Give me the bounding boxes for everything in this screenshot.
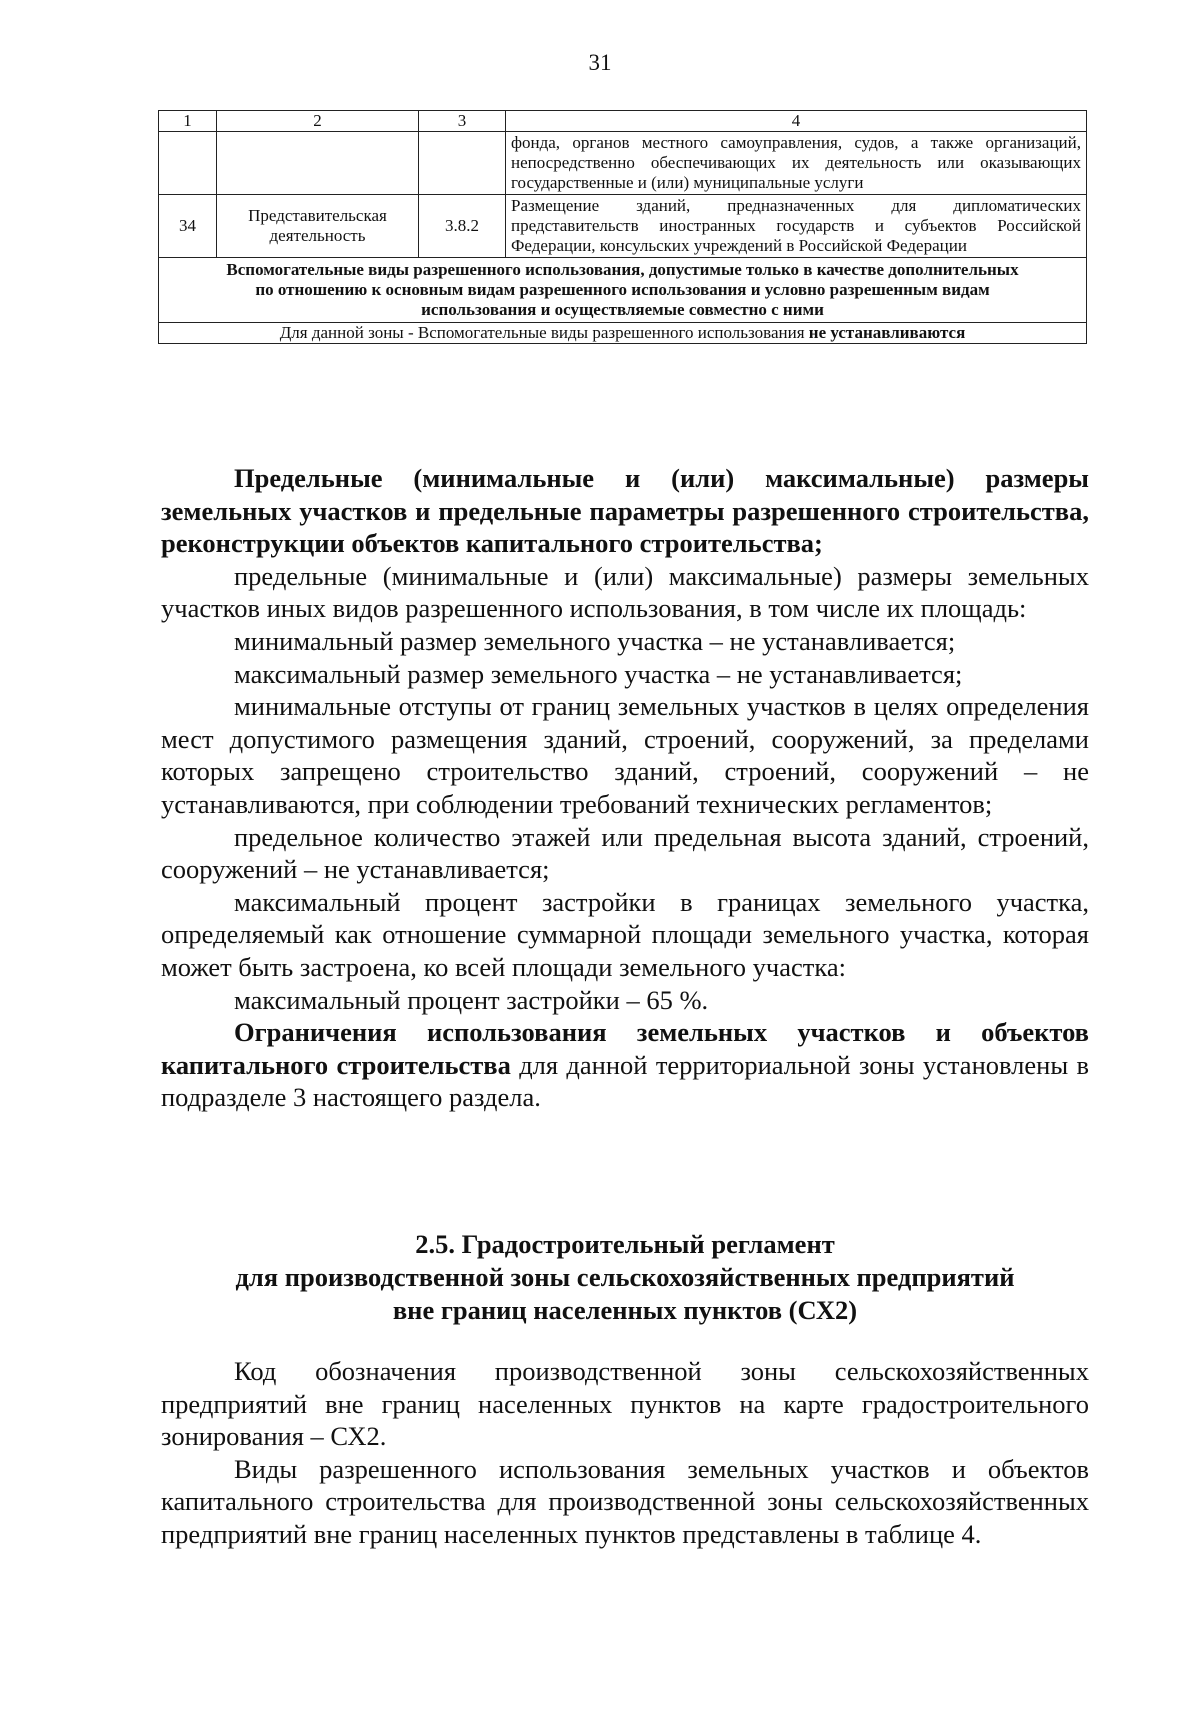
paragraph-zone-uses: Виды разрешенного использования земельных участков и объектов капитального строительства для производственной зоны сельскохозяйственных предприятий вне границ населенных пунктов представлены в таблице 4. [161,1453,1089,1549]
paragraph-setbacks: минимальные отступы от границ земельных участков в целях определения мест допустимого размещения зданий, строений, сооружений, за пределами которых запрещено строительство зданий, строений, сооружений – не устанавливаются, при соблюдении требований технических регламентов; [161,691,1089,819]
row-description: Размещение зданий, предназначенных для дипломатических представительств иностранных государств и субъектов Российской Федерации, консульских учреждений в Российской Федерации [506,195,1087,258]
header-cell-4: 4 [506,111,1087,132]
section-title-line-3: вне границ населенных пунктов (СХ2) [392,1295,858,1325]
paragraph-coverage: максимальный процент застройки в границах земельного участка, определяемый как отношение суммарной площади земельного участка, которая может быть застроена, ко всей площади земельного участка: [161,886,1089,982]
table-header-row [159,111,1087,132]
aux-note [159,323,1087,344]
page-number: 31 [588,50,612,75]
row-number [159,132,217,195]
header-cell-2: 2 [217,111,419,132]
row-name [217,132,419,195]
row-name: Представительская деятельность [217,195,419,258]
paragraph-limits-heading: Предельные (минимальные и (или) максимальные) размеры земельных участков и предельные параметры разрешенного строительства, реконструкции объектов капитального строительства; [161,463,1089,559]
restrictions-bold: Ограничения использования земельных участков и объектов капитального строительства [161,1017,1089,1080]
land-use-table [158,110,1087,344]
row-code: 3.8.2 [419,195,506,258]
aux-heading: Вспомогательные виды разрешенного использования, допустимые только в качестве дополнительных по отношению к основным видам разрешенного использования и условно разрешенным видам использования и осуществляемые совместно с ними [159,258,1087,323]
aux-note-prefix: Для данной зоны - Вспомогательные виды разрешенного использования [279,323,809,342]
row-code [419,132,506,195]
header-cell-1: 1 [159,111,217,132]
row-number: 34 [159,195,217,258]
zone-text [161,1355,1089,1551]
paragraph-coverage-value: максимальный процент застройки – 65 %. [234,984,709,1015]
table-row [159,195,1087,258]
aux-heading-row [159,258,1087,323]
header-cell-3: 3 [419,111,506,132]
aux-note-bold: не устанавливаются [808,323,966,342]
paragraph-max-size: максимальный размер земельного участка – не устанавливается; [234,658,963,689]
regulations-text [161,462,1089,1114]
aux-note-row [159,323,1087,344]
section-title-line-2: для производственной зоны сельскохозяйственных предприятий [235,1262,1015,1292]
section-title-line-1: 2.5. Градостроительный регламент [415,1229,835,1259]
paragraph-plot-sizes: предельные (минимальные и (или) максимальные) размеры земельных участков иных видов разрешенного использования, в том числе их площадь: [161,560,1089,624]
paragraph-restrictions [161,1016,1089,1114]
table-row [159,132,1087,195]
section-title [161,1228,1089,1327]
paragraph-min-size: минимальный размер земельного участка – не устанавливается; [234,625,956,656]
restrictions-rest: для данной территориальной зоны установлены в подразделе 3 настоящего раздела. [161,1049,1089,1113]
paragraph-zone-code: Код обозначения производственной зоны сельскохозяйственных предприятий вне границ населенных пунктов на карте градостроительного зонирования – СХ2. [161,1356,1089,1452]
paragraph-floors: предельное количество этажей или предельная высота зданий, строений, сооружений – не устанавливается; [161,821,1089,885]
row-description: фонда, органов местного самоуправления, судов, а также организаций, непосредственно обеспечивающих их деятельность или оказывающих государственные и (или) муниципальные услуги [506,132,1087,195]
